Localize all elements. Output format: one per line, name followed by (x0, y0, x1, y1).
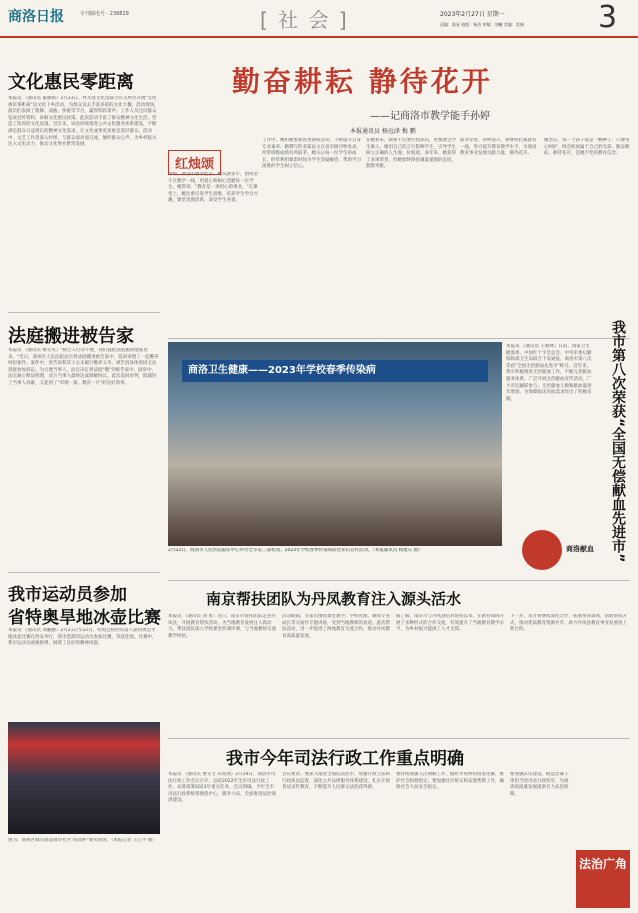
date-line: 2023年2月27日 星期一 (440, 11, 505, 18)
judicial-col-3: 要持续加强人民调解工作，做好矛盾纠纷排查化解，维护社会和谐稳定；要加强社区矫正和安置帮教工作，确保社会大局安全稳定。 (396, 772, 504, 791)
nanjing-col-3: 据了解，南京市与丹凤县结对帮扶以来，在教育领域开展了多种形式的合作交流，有效提升了当地教育教学水平，为乡村振兴提供了人才支撑。 (396, 614, 504, 633)
headline-sports-2: 省特奥旱地冰壶比赛 (8, 608, 161, 628)
headline-judicial: 我市今年司法行政工作重点明确 (226, 749, 464, 769)
feature-col-5: 她坚信，每一个孩子都是一颗种子，只要用心呵护，终会绽放属于自己的光彩。勤奋耕耘，静待花开，是她不变的教育信念。 (544, 138, 630, 157)
article-sports-body: 本报讯 （通讯员 刘鹏鹏）2月21日至22日，特奥会陕西省第八届特奥会旱地冰壶比赛在西安举行，我市选派的运动员参加比赛，荣获佳绩。比赛中，我市运动员顽强拼搏，展现了良好的精神风貌。 (8, 628, 157, 647)
page-number: 3 (598, 0, 618, 35)
photo-caption: 2月22日，商洛市人民医院临床中心举办全市第三届校园、2023年学校春季传染病防控知识宣传活动。（本报通讯员 杨建东 摄） (168, 548, 423, 553)
divider (168, 738, 630, 739)
column-stamp: 红烛颂 (168, 150, 221, 175)
event-banner: 商洛卫生健康——2023年学校春季传染病 (182, 360, 488, 382)
nanjing-col-2: 活动期间，专家们围绕课堂教学、学校管理、教师专业成长等方面作专题讲座，受到当地教师的欢迎。此次帮扶活动，进一步促进了两地教育交流合作，推动丹凤教育高质量发展。 (282, 614, 390, 639)
nanjing-col-4: 下一步，双方将继续深化合作，拓展帮扶领域，创新帮扶方式，推动优质教育资源共享，助力丹凤县教育事业发展再上新台阶。 (510, 614, 627, 633)
judicial-col-4: 要加强队伍建设，锻造忠诚干净担当的司法行政铁军，为商洛高质量发展提供有力法治保障。 (510, 772, 569, 797)
article-culture-body: 本报讯 （通讯员 董丽娟）2月23日，柞水县文化馆联合有关单位开展"文化惠民零距离"送文化下乡活动，为群众送去丰富多彩的文化大餐。活动现场，演员们表演了歌舞、戏曲、快板等节目，赢得阵阵掌声。工作人员还向群众发放宣传资料，讲解文化惠民政策。此次活动丰富了群众精神文化生活，营造了浓厚的文化氛围。近年来，该县持续推进公共文化服务体系建设，不断满足群众日益增长的精神文化需求，让文化成果更多惠及基层群众。活动中，文艺工作者深入村组，与群众面对面交流，倾听群众心声，为乡村振兴注入文化动力，推动文化事业繁荣发展。 (8, 96, 159, 148)
divider (168, 338, 630, 339)
divider (8, 572, 160, 573)
headline-culture: 文化惠民零距离 (8, 72, 134, 93)
feature-col-2: 工作中，她积极参加各类教研活动，不断提升自身专业素养。她撰写的多篇论文在省市级刊物发表，所带班级成绩名列前茅。她关心每一位学生的成长，经常利用课余时间为学生答疑解惑，帮助学习困难的学生树立信心。 (262, 138, 361, 170)
blood-donation-body: 本报讯 （通讯员 王朝林）日前，国家卫生健康委、中国红十字会总会、中央军委后勤保障部卫生局联合下发通报，商洛市第八次荣获"全国无偿献血先进市"称号。近年来，我市积极推进无偿献血工作，不断完善献血服务体系，广泛开展无偿献血宣传活动，广大市民踊跃参与，无偿献血人数和献血量逐年增加，为保障临床用血需求作出了积极贡献。 (506, 344, 592, 402)
caption-award: 图为，商州区城关街道锦华社区"商高杯"颁奖现场。（本报记者 王江平 摄） (8, 838, 157, 843)
nanjing-col-1: 本报讯 （通讯员 刘 勇）近日，南京市帮扶团队走进丹凤县，开展教育帮扶活动，为当地教育发展注入新动力。帮扶团队深入学校课堂听课评课，与当地教师交流教学经验。 (168, 614, 276, 639)
judicial-col-1: 本报讯 （通讯员 曹文文 田高翔）2月24日，商洛市司法行政工作会议召开，总结2022年全市司法行政工作，安排部署2023年重点任务。会议明确，今年全市司法行政系统将围绕中心、服务大局，全面推进法治商洛建设。 (168, 772, 276, 804)
blood-donation-logo (522, 530, 562, 570)
law-badge: 法治广角 (576, 850, 630, 908)
newspaper-logo: 商洛日报 (8, 9, 64, 25)
headline-court: 法庭搬进被告家 (8, 326, 134, 347)
feature-byline: 本报通讯员 杨远津 梅 鹏 (350, 128, 416, 135)
feature-subtitle: ——记商洛市教学能手孙婷 (370, 111, 490, 122)
award-ceremony-photo (8, 722, 160, 834)
feature-col-1: 孙婷，商洛市教学能手。她从教多年，始终坚守在教学一线，用爱心和耐心浇灌每一位学生。她常说："教育是一项用心的事业。"在课堂上，她注重启发学生思维，培养学生学习兴趣，课堂氛围活跃，深受学生喜爱。 (168, 172, 258, 204)
section-title: [ 社 会 ] (260, 8, 349, 32)
article-court-body: 本报讯 （通讯员 柳文英）"被告人行动不便，我们就把法庭搬到他家里来。"近日，商州区人民法院法官将法庭搬进被告家中，巡回审理了一起赡养纠纷案件。案件中，原告诉称其子女未履行赡养义务，被告因身体原因无法到庭参加诉讼。为方便当事人，法官决定将法庭"搬"到被告家中。庭审中，法官耐心释法明理，双方当事人最终达成调解协议。此次巡回审判，既减轻了当事人诉累，又起到了"审理一案、教育一片"的良好效果。 (8, 348, 159, 386)
headline-sports: 我市运动员参加 (8, 585, 127, 605)
divider (8, 312, 160, 313)
headline-nanjing: 南京帮扶团队为丹凤教育注入源头活水 (206, 590, 462, 608)
feature-col-4: 面对荣誉，孙婷表示，将继续扎根教育一线，努力提升教育教学水平，为商洛教育事业发展贡献力量，静待花开。 (460, 138, 537, 157)
paper-number: 专刊邮电号 · 238829 (80, 11, 129, 17)
feature-title: 勤奋耕耘 静待花开 (232, 65, 493, 98)
judicial-col-2: 会议要求，要深入推进全面依法治市，加强行政立法和行政执法监督，深化公共法律服务体系建设，扎实开展普法宣传教育，不断提升人民群众法治获得感。 (282, 772, 390, 791)
divider (168, 580, 630, 581)
feature-col-3: 在她看来，教师不仅要传授知识，更要教会学生做人。她用自己的言行影响学生，引导学生树立正确的人生观、价值观。多年来，她获得了多项荣誉，但她始终保持谦虚谨慎的态度，默默奉献。 (366, 138, 456, 170)
editors-line: 责编：陈星 校版：杨杰 审稿：刘曦 美编：雷刚 (440, 22, 524, 27)
blood-donation-logo-text: 商洛献血 (566, 545, 594, 553)
blood-donation-title: 我市第八次荣获“全国无偿献血先进市” (610, 320, 626, 563)
